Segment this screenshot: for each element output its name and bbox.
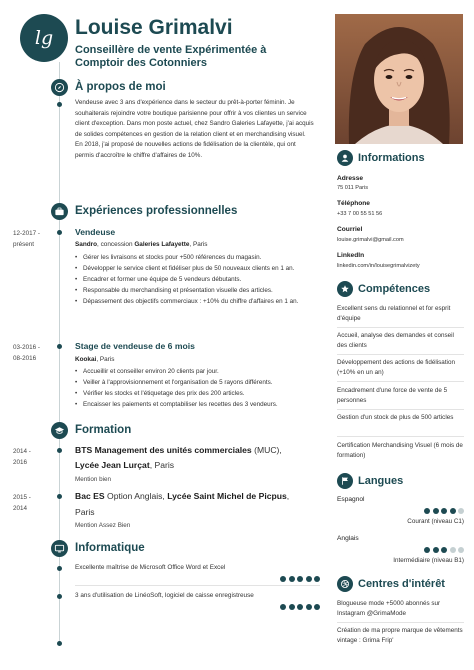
edu-1-school [75, 460, 174, 470]
timeline-dot [57, 230, 62, 235]
timeline-dot [57, 448, 62, 453]
divider [337, 354, 464, 355]
degree-option: Option Anglais, [104, 491, 168, 501]
monogram-text: lg [34, 27, 54, 49]
rating-dot-filled [306, 576, 312, 582]
degree-name: Bac ES [75, 491, 105, 501]
job-1-company [75, 241, 208, 248]
timeline-dot [57, 594, 62, 599]
timeline-dot [57, 102, 62, 107]
list-item: • Encaisser les paiements et comptabiliser les recettes des 3 vendeurs. [75, 399, 320, 410]
section-title-skills: Compétences [358, 283, 431, 295]
it-skill-2-text: 3 ans d'utilisation de LinéoSoft, logiciel de caisse enregistreuse [75, 592, 254, 599]
language-1-rating [424, 508, 464, 514]
job-2-company [75, 356, 114, 363]
section-title-languages: Langues [358, 475, 404, 487]
timeline-dot [57, 494, 62, 499]
language-2-level: Intermédiaire (niveau B1) [393, 557, 464, 564]
list-item: • Développer le service client et fidéliser plus de 50 nouveaux clients en 1 an. [75, 263, 320, 274]
skill-item: Développement des actions de fidélisation (+10% en un an) [337, 359, 455, 376]
interest-item: Blogueuse mode +5000 abonnés sur Instagram @GrimaMode [337, 600, 441, 617]
email-value[interactable]: louise.grimalvi@gmail.com [337, 237, 404, 243]
it-skill-1-text: Excellente maîtrise de Microsoft Office Word et Excel [75, 564, 226, 571]
date-end: présent [13, 241, 35, 248]
language-2-name: Anglais [337, 535, 359, 542]
date-end: 08-2016 [13, 355, 37, 362]
edu-2-degree [75, 491, 289, 501]
rating-dot-filled [297, 576, 303, 582]
rating-dot-filled [433, 508, 439, 514]
edu-2-date [13, 492, 31, 514]
divider [337, 436, 464, 437]
timeline-end-dot [57, 641, 62, 646]
edu-2-location: Paris [75, 507, 95, 517]
compass-icon [51, 79, 68, 96]
user-icon [337, 150, 353, 166]
rating-dot-filled [314, 576, 320, 582]
it-skill-1-rating [280, 576, 320, 582]
rating-dot-filled [314, 604, 320, 610]
school-location: , Paris [149, 460, 175, 470]
candidate-name: Louise Grimalvi [75, 16, 233, 39]
company-location: , Paris [96, 356, 115, 363]
about-text: Vendeuse avec 3 ans d'expérience dans le secteur du prêt-à-porter féminin. Je souhaiterais rejoindre votre boutique parisienne pour offrir à vos clientes un service client d'exception. Dans mon poste actuel, chez Sandro Galeries Lafayette, j'ai acquis de solides compétences en gestion de la relation client et en merchandising visuel. En 2018, j'ai proposé de nouvelles actions de fidélisation de la clientèle, qui ont permis d'accroître le chiffre d'affaires de 10%. [75, 99, 314, 159]
company-location: , Paris [189, 241, 208, 248]
rating-dot-filled [289, 576, 295, 582]
date-start: 2014 - [13, 448, 31, 455]
language-1-name: Espagnol [337, 496, 365, 503]
rating-dot-filled [441, 508, 447, 514]
job-1-bullets [75, 252, 320, 307]
job-1-title: Vendeuse [75, 227, 116, 237]
section-title-interests: Centres d'intérêt [358, 578, 445, 590]
divider [337, 381, 464, 382]
date-start: 03-2016 - [13, 344, 40, 351]
rating-dot-empty [458, 547, 464, 553]
section-title-info: Informations [358, 152, 425, 164]
job-title-line-2: Comptoir des Cotonniers [75, 57, 208, 69]
language-2-rating [424, 547, 464, 553]
rating-dot-filled [424, 508, 430, 514]
company-name: Sandro [75, 241, 98, 248]
rating-dot-filled [297, 604, 303, 610]
profile-photo [335, 14, 463, 144]
edu-1-mention: Mention bien [75, 476, 112, 483]
job-2-title: Stage de vendeuse de 6 mois [75, 341, 195, 351]
linkedin-value[interactable]: linkedin.com/in/louisegrimalvizety [337, 263, 420, 269]
language-1-level: Courant (niveau C1) [407, 518, 464, 525]
section-title-education: Formation [75, 424, 132, 436]
graduation-cap-icon [51, 422, 68, 439]
list-item: • Vérifier les stocks et l'étiquetage des prix des 200 articles. [75, 388, 320, 399]
rating-dot-empty [450, 547, 456, 553]
address-value: 75 011 Paris [337, 185, 368, 191]
monitor-icon [51, 540, 68, 557]
rating-dot-filled [280, 576, 286, 582]
divider [337, 409, 464, 410]
rating-dot-filled [306, 604, 312, 610]
rating-dot-filled [441, 547, 447, 553]
timeline-dot [57, 566, 62, 571]
company-separator: , concession [97, 241, 135, 248]
edu-2-mention: Mention Assez Bien [75, 522, 131, 529]
list-item: • Accueillir et conseiller environ 20 clients par jour. [75, 366, 320, 377]
job-title-line-1: Conseillère de vente Expérimentée à [75, 44, 267, 56]
email-label: Courriel [337, 226, 363, 233]
divider [337, 622, 464, 623]
divider [75, 585, 320, 586]
rating-dot-filled [433, 547, 439, 553]
job-2-date [13, 342, 40, 364]
degree-name: BTS Management des unités commerciales [75, 445, 252, 455]
school-name: Lycée Jean Lurçat [75, 460, 150, 470]
list-item: • Responsable du merchandising et présentation visuelle des articles. [75, 285, 320, 296]
rating-dot-filled [280, 604, 286, 610]
date-start: 12-2017 - [13, 230, 40, 237]
section-title-it: Informatique [75, 542, 145, 554]
star-icon [337, 281, 353, 297]
address-label: Adresse [337, 175, 364, 182]
monogram-badge [20, 14, 68, 62]
list-item: • Gérer les livraisons et stocks pour +500 références du magasin. [75, 252, 320, 263]
school-name: Lycée Saint Michel de Picpus [167, 491, 287, 501]
phone-label: Téléphone [337, 200, 370, 207]
degree-abbrev: (MUC), [251, 445, 282, 455]
edu-1-date [13, 446, 31, 468]
list-item: • Veiller à l'approvisionnement et l'organisation de 5 rayons différents. [75, 377, 320, 388]
job-2-bullets [75, 366, 320, 410]
rating-dot-filled [450, 508, 456, 514]
skill-item: Encadrement d'une force de vente de 5 personnes [337, 387, 448, 404]
section-title-experience: Expériences professionnelles [75, 205, 238, 217]
it-skill-2-rating [280, 604, 320, 610]
date-end: 2016 [13, 459, 28, 466]
flag-icon [337, 473, 353, 489]
skill-item: Certification Merchandising Visuel (6 mois de formation) [337, 442, 463, 459]
company-name: Kookai [75, 356, 97, 363]
divider [337, 327, 464, 328]
rating-dot-filled [289, 604, 295, 610]
dribbble-icon [337, 576, 353, 592]
interest-item: Création de ma propre marque de vêtements vintage : Grima Frip' [337, 627, 463, 644]
rating-dot-filled [424, 547, 430, 553]
degree-punct: , [286, 491, 290, 501]
list-item: • Dépassement des objectifs commerciaux : +10% du chiffre d'affaires en 1 an. [75, 296, 320, 307]
company-store: Galeries Lafayette [134, 241, 190, 248]
skill-item: Accueil, analyse des demandes et conseil des clients [337, 332, 454, 349]
briefcase-icon [51, 203, 68, 220]
phone-value: +33 7 00 55 51 56 [337, 211, 383, 217]
skill-item: Excellent sens du relationnel et for esprit d'équipe [337, 305, 451, 322]
edu-1-degree [75, 445, 282, 455]
job-1-date [13, 228, 40, 250]
date-start: 2015 - [13, 494, 31, 501]
date-end: 2014 [13, 505, 28, 512]
linkedin-label: LinkedIn [337, 252, 365, 259]
list-item: • Encadrer et former une équipe de 5 vendeurs débutants. [75, 274, 320, 285]
timeline-dot [57, 344, 62, 349]
skill-item: Gestion d'un stock de plus de 500 articles [337, 414, 454, 421]
rating-dot-empty [458, 508, 464, 514]
section-title-about: À propos de moi [75, 81, 166, 93]
